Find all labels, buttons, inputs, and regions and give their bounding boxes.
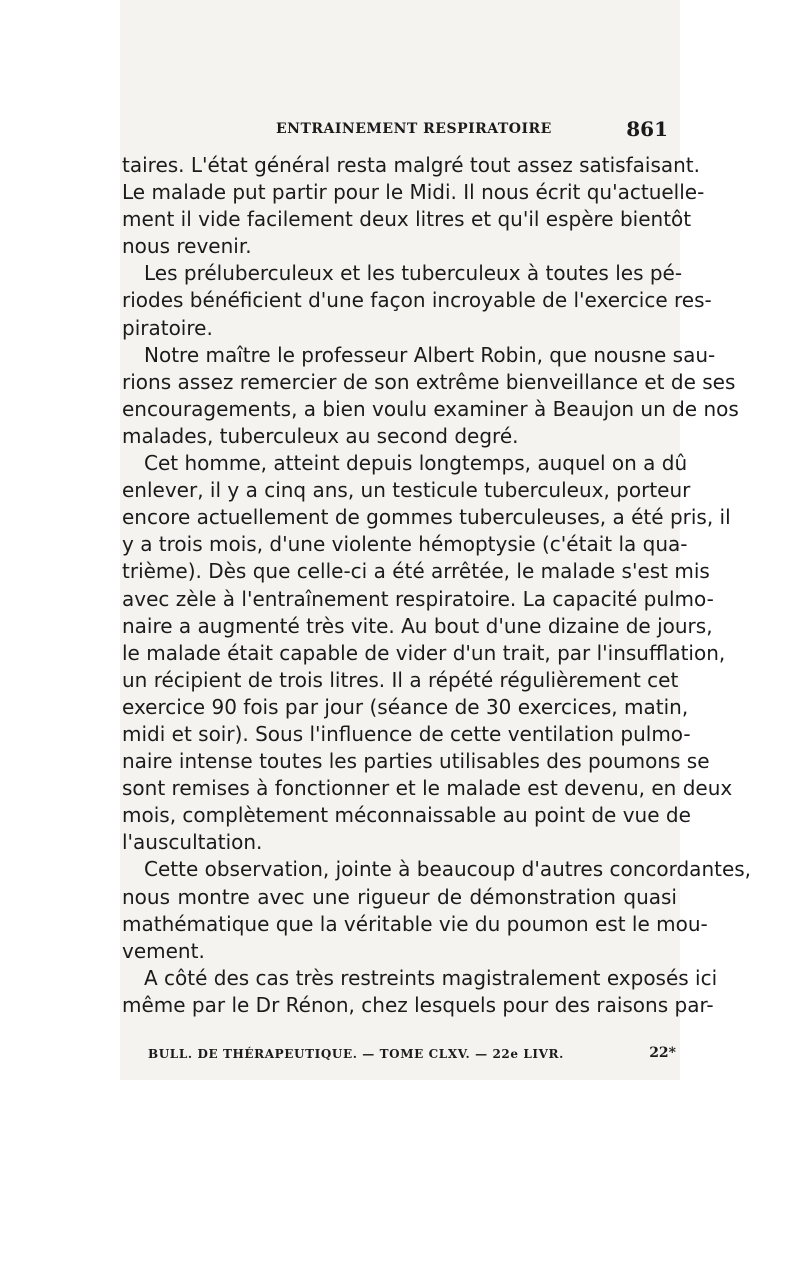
running-title: ENTRAINEMENT RESPIRATOIRE: [276, 121, 552, 137]
text-line: même par le Dr Rénon, chez lesquels pour des raisons par-: [122, 992, 714, 1017]
text-line: un récipient de trois litres. Il a répété régulièrement cet: [122, 667, 679, 692]
text-line: Cette observation, jointe à beaucoup d'autres concordantes,: [144, 857, 752, 882]
page-number: 861: [626, 117, 668, 141]
text-line: taires. L'état général resta malgré tout assez satisfaisant.: [122, 153, 700, 177]
text-line: mathématique que la véritable vie du poumon est le mou-: [122, 911, 708, 936]
text-line: riodes bénéficient d'une façon incroyable de l'exercice res-: [122, 288, 712, 313]
text-line: encouragements, a bien voulu examiner à Beaujon un de nos: [122, 396, 739, 421]
text-line: A côté des cas très restreints magistralement exposés ici: [144, 965, 718, 990]
text-line: nous montre avec une rigueur de démonstration quasi: [122, 884, 677, 909]
signature-mark: 22*: [649, 1045, 676, 1061]
text-line: encore actuellement de gommes tuberculeuses, a été pris, il: [122, 505, 731, 530]
text-line: midi et soir). Sous l'influence de cette ventilation pulmo-: [122, 721, 691, 746]
text-line: le malade était capable de vider d'un trait, par l'insufflation,: [122, 640, 726, 665]
text-line: y a trois mois, d'une violente hémoptysie (c'était la qua-: [122, 532, 688, 557]
text-line: malades, tuberculeux au second degré.: [122, 423, 519, 448]
text-line: nous revenir.: [122, 234, 252, 259]
text-line: Notre maître le professeur Albert Robin, que nousne sau-: [144, 342, 716, 367]
text-line: mois, complètement méconnaissable au point de vue de: [122, 803, 691, 828]
text-line: Les préluberculeux et les tuberculeux à toutes les pé-: [144, 261, 683, 286]
text-line: sont remises à fonctionner et le malade est devenu, en deux: [122, 776, 733, 801]
text-line: rions assez remercier de son extrême bienveillance et de ses: [122, 369, 736, 394]
journal-footer: [148, 1047, 678, 1065]
text-line: l'auscultation.: [122, 830, 263, 855]
text-line: ment il vide facilement deux litres et qu'il espère bientôt: [122, 207, 692, 232]
text-line: trième). Dès que celle-ci a été arrêtée, le malade s'est mis: [122, 559, 710, 584]
running-header: [122, 119, 678, 143]
text-line: naire a augmenté très vite. Au bout d'une dizaine de jours,: [122, 613, 713, 638]
text-line: enlever, il y a cinq ans, un testicule tuberculeux, porteur: [122, 478, 691, 503]
text-line: Cet homme, atteint depuis longtemps, auquel on a dû: [144, 451, 688, 476]
journal-reference: BULL. DE THÉRAPEUTIQUE. — TOME CLXV. — 22e LIVR.: [148, 1047, 564, 1061]
text-line: vement.: [122, 938, 205, 963]
text-line: Le malade put partir pour le Midi. Il nous écrit qu'actuelle-: [122, 180, 705, 205]
text-line: piratoire.: [122, 315, 213, 340]
body-text: [122, 152, 752, 1019]
text-line: avec zèle à l'entraînement respiratoire. La capacité pulmo-: [122, 586, 714, 611]
text-line: naire intense toutes les parties utilisables des poumons se: [122, 749, 710, 774]
text-line: exercice 90 fois par jour (séance de 30 exercices, matin,: [122, 694, 689, 719]
